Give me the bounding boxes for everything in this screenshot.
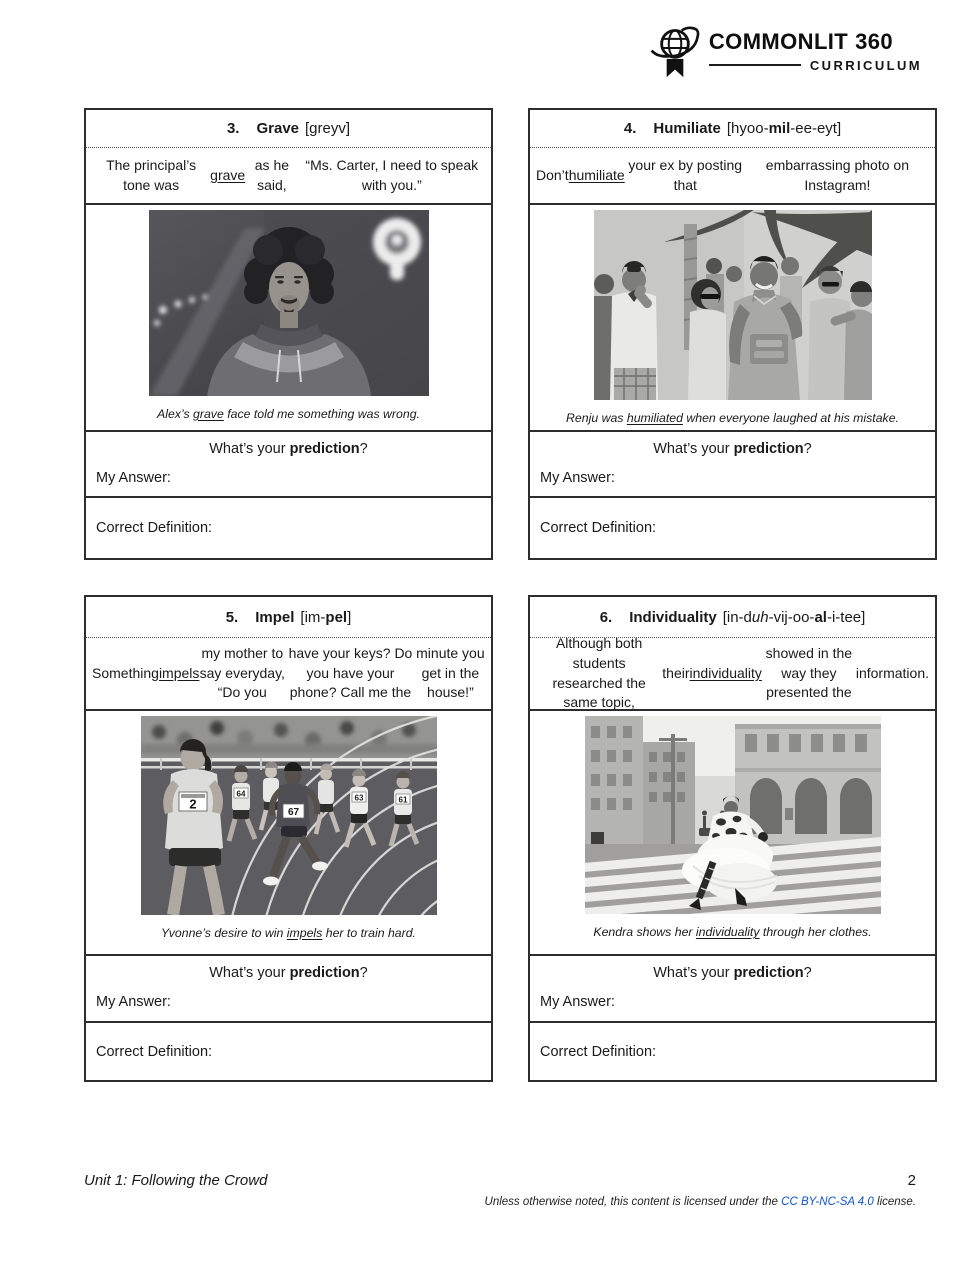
example-sentence: Don’t humiliate your ex by posting that embarrassing photo on Instagram! bbox=[530, 148, 935, 205]
pronunciation: [hyoo-mil-ee-eyt] bbox=[726, 120, 842, 137]
svg-text:61: 61 bbox=[398, 795, 407, 805]
unit-title: Unit 1: Following the Crowd bbox=[84, 1172, 268, 1189]
page-footer bbox=[84, 1172, 916, 1208]
vocab-card-grave bbox=[84, 108, 493, 560]
logo-text bbox=[709, 29, 922, 73]
card-header bbox=[530, 110, 935, 148]
card-header bbox=[530, 597, 935, 638]
svg-text:63: 63 bbox=[354, 793, 363, 803]
logo-subtitle-row bbox=[709, 58, 922, 73]
license-suffix: license. bbox=[873, 1196, 916, 1208]
prediction-section bbox=[530, 956, 935, 1023]
my-answer-label: My Answer: bbox=[96, 994, 171, 1010]
prediction-question: What’s your prediction? bbox=[653, 965, 812, 981]
correct-definition-label: Correct Definition: bbox=[96, 520, 213, 536]
pronunciation: [in-duh-vij-oo-al-i-tee] bbox=[722, 608, 866, 626]
pronunciation: [greyv] bbox=[305, 120, 351, 137]
my-answer-label: My Answer: bbox=[540, 470, 615, 486]
grave-portrait-photo bbox=[149, 210, 429, 396]
correct-definition-section bbox=[86, 1023, 491, 1080]
logo-lit: LIT bbox=[813, 28, 849, 54]
vocab-card-individuality bbox=[528, 595, 937, 1082]
vocab-word: Grave bbox=[256, 120, 300, 137]
photo-caption: Yvonne’s desire to win impels her to train hard. bbox=[161, 926, 416, 940]
word-number: 3. bbox=[226, 120, 240, 137]
card-header bbox=[86, 110, 491, 148]
example-sentence: The principal’s tone was grave as he said, “Ms. Carter, I need to speak with you.” bbox=[86, 148, 491, 205]
vocab-word: Humiliate bbox=[653, 120, 721, 137]
logo-360: 360 bbox=[855, 28, 894, 54]
vocab-word: Impel bbox=[255, 608, 295, 626]
vocab-card-humiliate bbox=[528, 108, 937, 560]
correct-definition-label: Correct Definition: bbox=[540, 1043, 657, 1060]
vocab-card-impel bbox=[84, 595, 493, 1082]
humiliate-crowd-photo bbox=[594, 210, 872, 400]
word-number: 5. bbox=[225, 608, 239, 626]
vocab-word: Individuality bbox=[629, 608, 717, 626]
globe-icon bbox=[650, 22, 700, 79]
example-sentence: Although both students researched the same topic, their individuality showed in the way they presented the information. bbox=[530, 638, 935, 711]
correct-definition-section bbox=[530, 498, 935, 558]
image-block bbox=[86, 711, 491, 956]
word-number: 6. bbox=[599, 608, 613, 626]
photo-caption: Renju was humiliated when everyone laughed at his mistake. bbox=[566, 411, 899, 425]
license-line bbox=[84, 1196, 916, 1208]
prediction-question: What’s your prediction? bbox=[209, 965, 368, 981]
logo-divider-line bbox=[709, 64, 801, 66]
svg-text:64: 64 bbox=[236, 789, 245, 799]
example-sentence: Something impels my mother to say everyday, “Do you have your keys? Do you have your phone? Call me the minute you get in the house!” bbox=[86, 638, 491, 711]
image-block bbox=[530, 711, 935, 956]
svg-text:67: 67 bbox=[287, 807, 299, 818]
photo-caption: Kendra shows her individuality through her clothes. bbox=[593, 925, 872, 939]
my-answer-label: My Answer: bbox=[96, 470, 171, 486]
page-number: 2 bbox=[907, 1172, 916, 1189]
prediction-question: What’s your prediction? bbox=[209, 441, 368, 457]
license-prefix: Unless otherwise noted, this content is licensed under the bbox=[484, 1196, 782, 1208]
correct-definition-section bbox=[86, 498, 491, 558]
individuality-street-photo bbox=[585, 716, 881, 914]
commonlit-360-logo bbox=[650, 22, 922, 79]
correct-definition-label: Correct Definition: bbox=[96, 1043, 213, 1060]
my-answer-label: My Answer: bbox=[540, 994, 615, 1010]
impel-race-photo bbox=[141, 716, 437, 915]
logo-wordmark bbox=[709, 29, 922, 55]
image-block bbox=[86, 205, 491, 432]
prediction-section bbox=[86, 432, 491, 498]
prediction-section bbox=[530, 432, 935, 498]
correct-definition-label: Correct Definition: bbox=[540, 520, 657, 536]
pronunciation: [im-pel] bbox=[300, 608, 352, 626]
license-link[interactable]: CC BY-NC-SA 4.0 bbox=[781, 1196, 874, 1208]
photo-caption: Alex’s grave face told me something was wrong. bbox=[157, 407, 420, 421]
svg-text:2: 2 bbox=[188, 796, 197, 812]
card-header bbox=[86, 597, 491, 638]
image-block bbox=[530, 205, 935, 432]
sunglasses-woman bbox=[688, 279, 726, 400]
correct-definition-section bbox=[530, 1023, 935, 1080]
prediction-section bbox=[86, 956, 491, 1023]
logo-curriculum: CURRICULUM bbox=[809, 57, 922, 73]
word-number: 4. bbox=[623, 120, 637, 137]
logo-common: COMMON bbox=[708, 28, 814, 54]
prediction-question: What’s your prediction? bbox=[653, 441, 812, 457]
